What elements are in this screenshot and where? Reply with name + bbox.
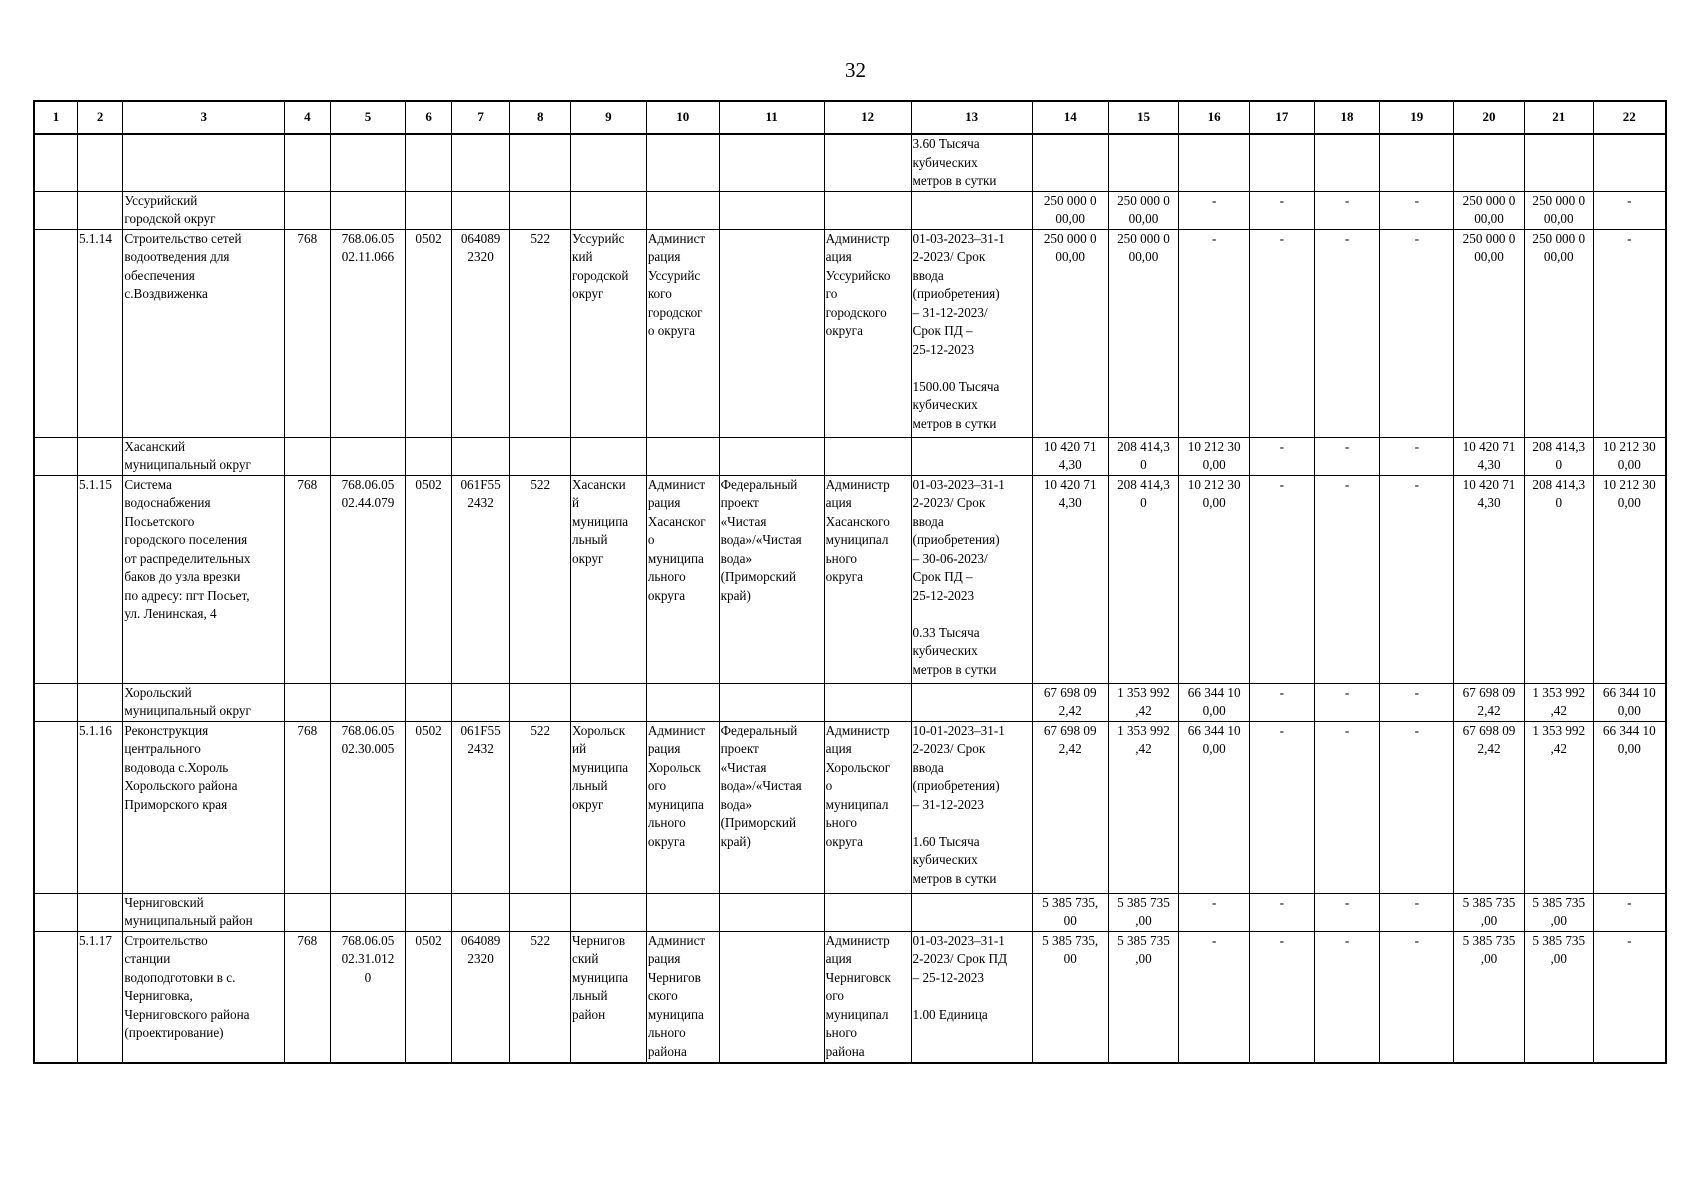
table-cell-col-4 <box>285 893 330 931</box>
table-cell-col-9 <box>571 683 647 721</box>
table-cell-col-16: 10 212 30 0,00 <box>1179 475 1250 683</box>
table-cell-col-8: 522 <box>510 475 571 683</box>
table-cell-col-1 <box>34 191 77 229</box>
table-cell-col-5 <box>330 437 406 475</box>
table-cell-col-15: 1 353 992 ,42 <box>1108 683 1179 721</box>
table-cell-col-22 <box>1593 134 1666 191</box>
table-cell-col-21: 5 385 735 ,00 <box>1524 893 1593 931</box>
column-header: 2 <box>77 101 122 134</box>
table-cell-col-7 <box>451 683 510 721</box>
group-total-row <box>34 893 1666 931</box>
table-cell-col-10 <box>646 191 719 229</box>
table-cell-col-14: 10 420 71 4,30 <box>1032 475 1108 683</box>
table-cell-col-17: - <box>1250 683 1315 721</box>
table-cell-col-13: 01-03-2023–31-1 2-2023/ Срок ввода (приобретения) – 30-06-2023/ Срок ПД – 25-12-2023 0.33 Тысяча кубических метров в сутки <box>911 475 1032 683</box>
table-cell-col-6: 0502 <box>406 931 451 1063</box>
column-header: 4 <box>285 101 330 134</box>
table-cell-col-5: 768.06.05 02.44.079 <box>330 475 406 683</box>
table-cell-col-10: Админист рация Чернигов ского муниципа льного района <box>646 931 719 1063</box>
table-row <box>34 229 1666 437</box>
table-cell-col-22: 10 212 30 0,00 <box>1593 475 1666 683</box>
table-cell-col-17: - <box>1250 437 1315 475</box>
table-cell-col-11: Федеральный проект «Чистая вода»/«Чистая вода» (Приморский край) <box>719 721 824 893</box>
table-cell-col-4 <box>285 191 330 229</box>
table-cell-col-10 <box>646 893 719 931</box>
table-cell-col-10 <box>646 683 719 721</box>
group-total-row <box>34 437 1666 475</box>
table-cell-col-15 <box>1108 134 1179 191</box>
table-cell-col-2: 5.1.15 <box>77 475 122 683</box>
column-header: 8 <box>510 101 571 134</box>
table-cell-col-10 <box>646 437 719 475</box>
table-cell-col-13 <box>911 893 1032 931</box>
table-cell-col-21 <box>1524 134 1593 191</box>
table-cell-col-7 <box>451 134 510 191</box>
column-header: 11 <box>719 101 824 134</box>
table-cell-col-19: - <box>1380 721 1454 893</box>
table-cell-col-20: 250 000 0 00,00 <box>1454 229 1525 437</box>
table-cell-col-22: - <box>1593 893 1666 931</box>
table-cell-col-7 <box>451 191 510 229</box>
table-cell-col-19 <box>1380 134 1454 191</box>
table-cell-col-17: - <box>1250 191 1315 229</box>
table-cell-col-11 <box>719 931 824 1063</box>
table-cell-col-21: 250 000 0 00,00 <box>1524 229 1593 437</box>
table-cell-col-20: 67 698 09 2,42 <box>1454 683 1525 721</box>
column-header-row <box>34 101 1666 134</box>
table-cell-col-16: - <box>1179 229 1250 437</box>
table-cell-col-13 <box>911 191 1032 229</box>
column-header: 9 <box>571 101 647 134</box>
table-cell-col-20: 10 420 71 4,30 <box>1454 437 1525 475</box>
table-cell-col-17 <box>1250 134 1315 191</box>
table-cell-col-11 <box>719 134 824 191</box>
column-header: 17 <box>1250 101 1315 134</box>
table-cell-col-19: - <box>1380 229 1454 437</box>
column-header: 19 <box>1380 101 1454 134</box>
table-cell-col-4: 768 <box>285 721 330 893</box>
table-cell-col-8 <box>510 134 571 191</box>
table-cell-col-5 <box>330 134 406 191</box>
column-header: 7 <box>451 101 510 134</box>
table-cell-col-6: 0502 <box>406 721 451 893</box>
table-row <box>34 475 1666 683</box>
column-header: 3 <box>123 101 285 134</box>
table-cell-col-15: 208 414,3 0 <box>1108 475 1179 683</box>
table-cell-col-15: 250 000 0 00,00 <box>1108 191 1179 229</box>
column-header: 10 <box>646 101 719 134</box>
table-cell-col-16: 10 212 30 0,00 <box>1179 437 1250 475</box>
column-header: 6 <box>406 101 451 134</box>
table-cell-col-12 <box>824 191 911 229</box>
budget-table <box>33 100 1667 1064</box>
table-cell-col-12 <box>824 134 911 191</box>
table-cell-col-4 <box>285 683 330 721</box>
table-cell-col-20 <box>1454 134 1525 191</box>
table-cell-col-10: Админист рация Уссурийс кого городског о округа <box>646 229 719 437</box>
table-cell-col-19: - <box>1380 191 1454 229</box>
table-cell-col-13: 01-03-2023–31-1 2-2023/ Срок ввода (приобретения) – 31-12-2023/ Срок ПД – 25-12-2023 1500.00 Тысяча кубических метров в сутки <box>911 229 1032 437</box>
table-cell-col-8: 522 <box>510 229 571 437</box>
table-cell-col-16: - <box>1179 191 1250 229</box>
table-cell-col-4 <box>285 134 330 191</box>
table-cell-col-20: 5 385 735 ,00 <box>1454 893 1525 931</box>
table-cell-col-20: 67 698 09 2,42 <box>1454 721 1525 893</box>
table-cell-col-12 <box>824 437 911 475</box>
column-header: 5 <box>330 101 406 134</box>
table-cell-col-13 <box>911 683 1032 721</box>
table-cell-col-2 <box>77 683 122 721</box>
table-cell-col-10: Админист рация Хасанског о муниципа льного округа <box>646 475 719 683</box>
table-cell-col-21: 250 000 0 00,00 <box>1524 191 1593 229</box>
table-cell-col-1 <box>34 229 77 437</box>
table-cell-col-17: - <box>1250 475 1315 683</box>
table-cell-col-8: 522 <box>510 721 571 893</box>
table-cell-col-22: 66 344 10 0,00 <box>1593 721 1666 893</box>
table-cell-col-7: 061F55 2432 <box>451 475 510 683</box>
table-cell-col-9 <box>571 893 647 931</box>
table-cell-col-4: 768 <box>285 475 330 683</box>
table-cell-col-2 <box>77 191 122 229</box>
table-cell-col-3 <box>123 134 285 191</box>
table-cell-col-12 <box>824 683 911 721</box>
table-cell-col-15: 250 000 0 00,00 <box>1108 229 1179 437</box>
table-cell-col-6 <box>406 683 451 721</box>
table-cell-col-15: 208 414,3 0 <box>1108 437 1179 475</box>
table-cell-col-7: 064089 2320 <box>451 229 510 437</box>
table-cell-col-3: Хасанский муниципальный округ <box>123 437 285 475</box>
table-cell-col-1 <box>34 683 77 721</box>
table-cell-col-6 <box>406 437 451 475</box>
table-cell-col-14: 67 698 09 2,42 <box>1032 721 1108 893</box>
table-cell-col-16: 66 344 10 0,00 <box>1179 721 1250 893</box>
table-cell-col-9 <box>571 191 647 229</box>
continuation-row <box>34 134 1666 191</box>
table-cell-col-4: 768 <box>285 229 330 437</box>
table-cell-col-20: 10 420 71 4,30 <box>1454 475 1525 683</box>
table-cell-col-8 <box>510 191 571 229</box>
table-cell-col-17: - <box>1250 893 1315 931</box>
column-header: 13 <box>911 101 1032 134</box>
table-cell-col-14: 5 385 735, 00 <box>1032 931 1108 1063</box>
table-cell-col-11: Федеральный проект «Чистая вода»/«Чистая вода» (Приморский край) <box>719 475 824 683</box>
table-cell-col-11 <box>719 893 824 931</box>
table-cell-col-14: 67 698 09 2,42 <box>1032 683 1108 721</box>
table-cell-col-3: Черниговский муниципальный район <box>123 893 285 931</box>
table-cell-col-2: 5.1.17 <box>77 931 122 1063</box>
table-row <box>34 931 1666 1063</box>
table-cell-col-8 <box>510 893 571 931</box>
table-cell-col-13: 10-01-2023–31-1 2-2023/ Срок ввода (приобретения) – 31-12-2023 1.60 Тысяча кубических метров в сутки <box>911 721 1032 893</box>
table-cell-col-6 <box>406 134 451 191</box>
table-cell-col-7 <box>451 893 510 931</box>
table-cell-col-7: 061F55 2432 <box>451 721 510 893</box>
table-cell-col-12: Администр ация Черниговск ого муниципал ьного района <box>824 931 911 1063</box>
table-cell-col-16 <box>1179 134 1250 191</box>
table-cell-col-19: - <box>1380 437 1454 475</box>
table-cell-col-17: - <box>1250 229 1315 437</box>
table-cell-col-16: - <box>1179 893 1250 931</box>
table-cell-col-21: 208 414,3 0 <box>1524 475 1593 683</box>
column-header: 21 <box>1524 101 1593 134</box>
table-cell-col-13: 01-03-2023–31-1 2-2023/ Срок ПД – 25-12-2023 1.00 Единица <box>911 931 1032 1063</box>
table-cell-col-16: - <box>1179 931 1250 1063</box>
table-cell-col-15: 1 353 992 ,42 <box>1108 721 1179 893</box>
table-cell-col-3: Хорольский муниципальный округ <box>123 683 285 721</box>
table-cell-col-3: Строительство станции водоподготовки в с. Черниговка, Черниговского района (проектирование) <box>123 931 285 1063</box>
column-header: 18 <box>1314 101 1380 134</box>
table-cell-col-13: 3.60 Тысяча кубических метров в сутки <box>911 134 1032 191</box>
table-cell-col-1 <box>34 931 77 1063</box>
table-cell-col-17: - <box>1250 931 1315 1063</box>
table-cell-col-5 <box>330 683 406 721</box>
table-cell-col-6 <box>406 191 451 229</box>
table-cell-col-21: 1 353 992 ,42 <box>1524 721 1593 893</box>
table-cell-col-18 <box>1314 134 1380 191</box>
table-cell-col-14: 10 420 71 4,30 <box>1032 437 1108 475</box>
table-cell-col-12 <box>824 893 911 931</box>
table-cell-col-5: 768.06.05 02.11.066 <box>330 229 406 437</box>
table-cell-col-8 <box>510 437 571 475</box>
table-cell-col-2 <box>77 437 122 475</box>
table-cell-col-6: 0502 <box>406 229 451 437</box>
table-cell-col-18: - <box>1314 229 1380 437</box>
table-cell-col-22: - <box>1593 931 1666 1063</box>
table-cell-col-2 <box>77 893 122 931</box>
table-cell-col-16: 66 344 10 0,00 <box>1179 683 1250 721</box>
table-cell-col-12: Администр ация Уссурийско го городского округа <box>824 229 911 437</box>
column-header: 15 <box>1108 101 1179 134</box>
table-cell-col-18: - <box>1314 721 1380 893</box>
table-cell-col-21: 5 385 735 ,00 <box>1524 931 1593 1063</box>
table-cell-col-9: Уссурийс кий городской округ <box>571 229 647 437</box>
table-cell-col-12: Администр ация Хорольског о муниципал ьного округа <box>824 721 911 893</box>
group-total-row <box>34 191 1666 229</box>
table-cell-col-10: Админист рация Хорольск ого муниципа льного округа <box>646 721 719 893</box>
table-cell-col-1 <box>34 475 77 683</box>
table-cell-col-18: - <box>1314 931 1380 1063</box>
table-cell-col-2 <box>77 134 122 191</box>
table-cell-col-18: - <box>1314 191 1380 229</box>
table-cell-col-22: 66 344 10 0,00 <box>1593 683 1666 721</box>
table-cell-col-1 <box>34 893 77 931</box>
table-cell-col-22: - <box>1593 191 1666 229</box>
table-cell-col-2: 5.1.16 <box>77 721 122 893</box>
table-cell-col-19: - <box>1380 475 1454 683</box>
table-cell-col-3: Строительство сетей водоотведения для обеспечения с.Воздвиженка <box>123 229 285 437</box>
table-cell-col-12: Администр ация Хасанского муниципал ьного округа <box>824 475 911 683</box>
table-cell-col-17: - <box>1250 721 1315 893</box>
table-cell-col-13 <box>911 437 1032 475</box>
column-header: 14 <box>1032 101 1108 134</box>
table-cell-col-18: - <box>1314 683 1380 721</box>
table-cell-col-7: 064089 2320 <box>451 931 510 1063</box>
table-cell-col-3: Уссурийский городской округ <box>123 191 285 229</box>
table-row <box>34 721 1666 893</box>
table-cell-col-14: 250 000 0 00,00 <box>1032 229 1108 437</box>
table-cell-col-6: 0502 <box>406 475 451 683</box>
table-cell-col-18: - <box>1314 475 1380 683</box>
column-header: 22 <box>1593 101 1666 134</box>
table-cell-col-4 <box>285 437 330 475</box>
table-cell-col-10 <box>646 134 719 191</box>
table-cell-col-1 <box>34 437 77 475</box>
table-cell-col-9: Хасански й муниципа льный округ <box>571 475 647 683</box>
table-cell-col-19: - <box>1380 931 1454 1063</box>
table-cell-col-1 <box>34 134 77 191</box>
table-cell-col-19: - <box>1380 893 1454 931</box>
table-cell-col-5: 768.06.05 02.30.005 <box>330 721 406 893</box>
column-header: 12 <box>824 101 911 134</box>
table-cell-col-11 <box>719 683 824 721</box>
table-cell-col-20: 5 385 735 ,00 <box>1454 931 1525 1063</box>
table-cell-col-9: Хорольск ий муниципа льный округ <box>571 721 647 893</box>
table-cell-col-5: 768.06.05 02.31.012 0 <box>330 931 406 1063</box>
table-cell-col-9 <box>571 134 647 191</box>
column-header: 16 <box>1179 101 1250 134</box>
table-cell-col-3: Система водоснабжения Посьетского городского поселения от распределительных баков до узла врезки по адресу: пгт Посьет, ул. Ленинская, 4 <box>123 475 285 683</box>
table-cell-col-15: 5 385 735 ,00 <box>1108 931 1179 1063</box>
table-cell-col-3: Реконструкция центрального водовода с.Хороль Хорольского района Приморского края <box>123 721 285 893</box>
table-cell-col-19: - <box>1380 683 1454 721</box>
table-cell-col-6 <box>406 893 451 931</box>
table-cell-col-18: - <box>1314 893 1380 931</box>
table-cell-col-4: 768 <box>285 931 330 1063</box>
column-header: 1 <box>34 101 77 134</box>
table-cell-col-11 <box>719 191 824 229</box>
table-cell-col-9 <box>571 437 647 475</box>
table-cell-col-5 <box>330 191 406 229</box>
table-cell-col-22: 10 212 30 0,00 <box>1593 437 1666 475</box>
table-cell-col-8: 522 <box>510 931 571 1063</box>
table-cell-col-22: - <box>1593 229 1666 437</box>
table-cell-col-8 <box>510 683 571 721</box>
page-number: 32 <box>845 58 866 82</box>
table-cell-col-21: 1 353 992 ,42 <box>1524 683 1593 721</box>
table-cell-col-14 <box>1032 134 1108 191</box>
table-cell-col-7 <box>451 437 510 475</box>
table-cell-col-1 <box>34 721 77 893</box>
table-cell-col-14: 5 385 735, 00 <box>1032 893 1108 931</box>
table-cell-col-14: 250 000 0 00,00 <box>1032 191 1108 229</box>
column-header: 20 <box>1454 101 1525 134</box>
table-cell-col-21: 208 414,3 0 <box>1524 437 1593 475</box>
table-cell-col-18: - <box>1314 437 1380 475</box>
table-cell-col-9: Чернигов ский муниципа льный район <box>571 931 647 1063</box>
group-total-row <box>34 683 1666 721</box>
table-cell-col-5 <box>330 893 406 931</box>
table-cell-col-11 <box>719 229 824 437</box>
table-cell-col-15: 5 385 735 ,00 <box>1108 893 1179 931</box>
table-cell-col-2: 5.1.14 <box>77 229 122 437</box>
table-cell-col-20: 250 000 0 00,00 <box>1454 191 1525 229</box>
table-cell-col-11 <box>719 437 824 475</box>
